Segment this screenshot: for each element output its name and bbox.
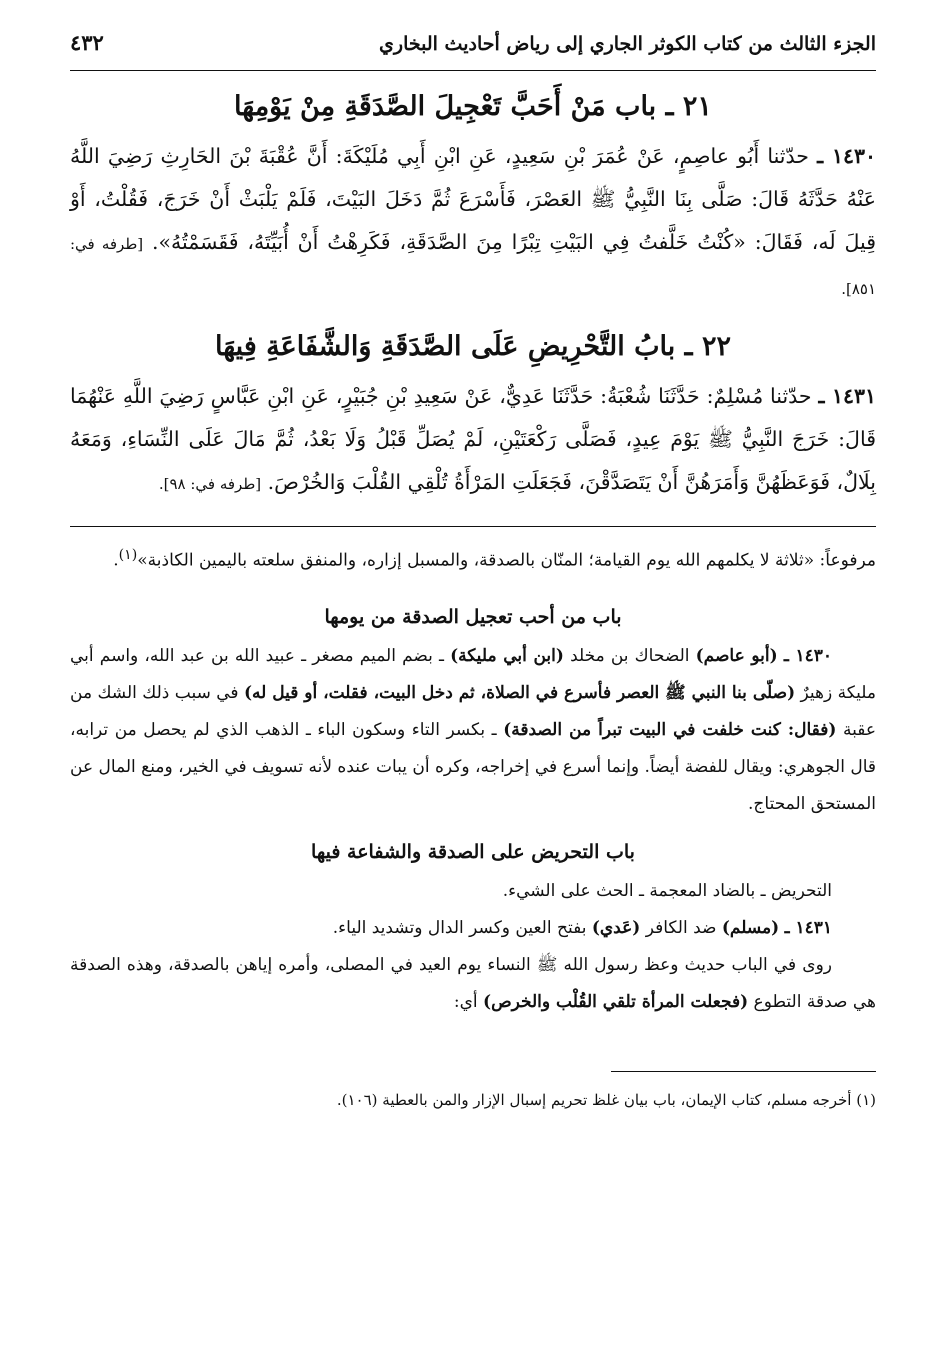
commentary-number: ١٤٣٠ ـ: [783, 645, 833, 666]
commentary-1430: [70, 638, 876, 823]
commentary-tahrid: التحريض ـ بالضاد المعجمة ـ الحث على الشيء.: [502, 880, 832, 901]
book-page: [70, 30, 876, 1362]
commentary-carry-over: [70, 537, 876, 580]
chapter-22-heading: ٢٢ ـ بابُ التَّحْرِيضِ عَلَى الصَّدَقَةِ وَالشَّفَاعَةِ فِيهَا: [215, 331, 731, 362]
hadith-number: ١٤٣٠ ـ: [817, 144, 876, 168]
quoted-term: (مسلم): [721, 917, 780, 938]
text-commentary-divider: [70, 526, 876, 527]
footnote-divider: [611, 1071, 876, 1072]
page-number: ٤٣٢: [70, 30, 104, 55]
chapter-21-heading: ٢١ ـ باب مَنْ أَحَبَّ تَعْجِيلَ الصَّدَقَةِ مِنْ يَوْمِهَا: [234, 91, 712, 122]
running-title: الجزء الثالث من كتاب الكوثر الجاري إلى رياض أحاديث البخاري: [379, 33, 876, 55]
commentary-subheading-1: باب من أحب تعجيل الصدقة من يومها: [324, 605, 622, 628]
quoted-term: (فجعلت المرأة تلقي القُلْب والخرص): [483, 991, 749, 1012]
hadith-reference: [طرفه في: ٨٥١].: [70, 235, 876, 298]
commentary-text: بفتح العين وكسر الدال وتشديد الياء.: [332, 917, 592, 938]
quoted-term: (عَدي): [591, 917, 641, 938]
hadith-1430: [70, 135, 876, 311]
footnote-1: [70, 1088, 876, 1112]
footnote-text: أخرجه مسلم، كتاب الإيمان، باب بيان غلظ تحريم إسبال الإزار والمن بالعطية (١٠٦).: [336, 1090, 852, 1109]
hadith-1431: [70, 375, 876, 506]
quoted-term: (أبو عاصم): [695, 645, 778, 666]
commentary-text: ـ بضم الميم مصغر ـ عبيد الله بن عبد الله، واسم أبي مليكة زهيرٌ: [70, 645, 876, 703]
hadith-text: حدّثنا مُسْلِمٌ: حَدَّثَنَا شُعْبَةُ: حَدَّثَنَا عَدِيٌّ، عَنْ سَعِيدِ بْنِ جُبَيْرٍ، عَنِ ابْنِ عَبَّاسٍ رَضِيَ اللَّهِ عَنْهُمَا قَالَ: خَرَجَ النَّبِيُّ ﷺ يَوْمَ عِيدٍ، فَصَلَّى رَكْعَتَيْنِ، لَمْ يُصَلِّ قَبْلُ وَلَا بَعْدُ، ثُمَّ مَالَ عَلَى النِّسَاءِ، وَمَعَهُ بِلَالٌ، فَوَعَظَهُنَّ وَأَمَرَهُنَّ أَنْ يَتَصَدَّقْنَ، فَجَعَلَتِ المَرْأَةُ تُلْقِي القُلْبَ وَالخُرْصَ.: [70, 384, 876, 494]
commentary-text: روى في الباب حديث وعظ رسول الله ﷺ النساء يوم العيد في المصلى، وأمره إياهن بالصدقة، وهذه الصدقة هي صدقة التطوع: [70, 954, 876, 1012]
commentary-number: ١٤٣١ ـ: [784, 917, 832, 938]
hadith-number: ١٤٣١ ـ: [818, 384, 876, 408]
carry-over-end: .: [113, 550, 119, 571]
quoted-term: (فقال: كنت خلفت في البيت تبراً من الصدقة): [503, 719, 837, 740]
hadith-reference: [طرفه في: ٩٨].: [158, 475, 262, 493]
commentary-text: الضحاك بن مخلد: [563, 645, 696, 666]
commentary-text: ضد الكافر: [640, 917, 722, 938]
commentary-text: ـ بكسر التاء وسكون الباء ـ الذهب الذي لم يحصل من ترابه، قال الجوهري: ويقال للفضة أيضاً. وإنما أسرع في إخراجه، وكره أن يبات عنده لأنه تسويف في الخير، ومنع المال عن المستحق المحتاج.: [70, 719, 876, 814]
quoted-term: (ابن أبي مليكة): [450, 645, 564, 666]
commentary-rawa: [70, 947, 876, 1021]
carry-over-text: مرفوعاً: «ثلاثة لا يكلمهم الله يوم القيامة؛ المنّان بالصدقة، والمسبل إزاره، والمنفق سلعته باليمين الكاذبة»: [137, 550, 876, 571]
hadith-text: حدّثنا أَبُو عاصِمٍ، عَنْ عُمَرَ بْنِ سَعِيدٍ، عَنِ ابْنِ أَبِي مُلَيْكَةَ: أَنَّ عُقْبَةَ بْنَ الحَارِثِ رَضِيَ اللَّهُ عَنْهُ حَدَّثَهُ قَالَ: صَلَّى بِنَا النَّبِيُّ ﷺ العَصْرَ، فَأَسْرَعَ ثُمَّ دَخَلَ البَيْتَ، فَلَمْ يَلْبَثْ أَنْ خَرَجَ، فَقُلْتُ، أَوْ قِيلَ لَه، فَقَالَ: «كُنْتُ خَلَّفتُ فِي البَيْتِ تِبْرًا مِنَ الصَّدَقَةِ، فَكَرِهْتُ أَنْ أُبَيِّتَهُ، فَقَسَمْتُهُ».: [70, 144, 876, 254]
commentary-text: في سبب ذلك الشك من عقبة: [70, 682, 876, 740]
commentary-subheading-2: باب التحريض على الصدقة والشفاعة فيها: [311, 840, 635, 863]
commentary-text: أي:: [453, 991, 484, 1012]
running-header: [70, 30, 876, 71]
footnote-marker: (١): [856, 1090, 876, 1109]
footnote-ref: (١): [118, 547, 138, 563]
commentary-1431: [70, 910, 876, 947]
quoted-term: (صلّى بنا النبي ﷺ العصر فأسرع في الصلاة، ثم دخل البيت، فقلت، أو قيل له): [243, 682, 796, 703]
